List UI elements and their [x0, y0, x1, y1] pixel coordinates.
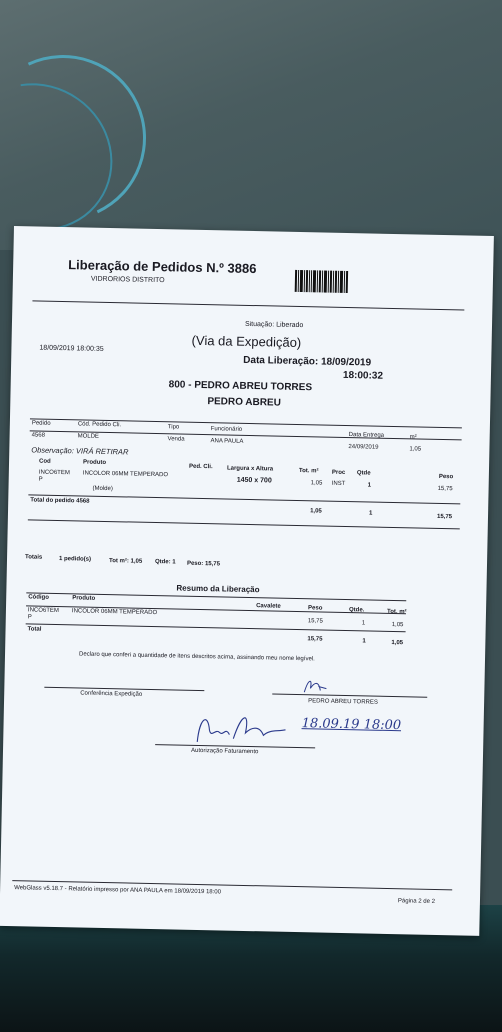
- col-pedido: Pedido: [31, 420, 51, 427]
- item-proc: INST: [331, 480, 346, 487]
- signature-line: [272, 694, 427, 698]
- totais-label: Totais: [25, 554, 43, 561]
- resumo-total-label: Total: [27, 626, 42, 633]
- totais-pedidos: 1 pedido(s): [58, 556, 92, 563]
- resumo-row-tot-m2: 1,05: [391, 621, 404, 629]
- order-data-entrega: 24/09/2019: [348, 444, 379, 451]
- resumo-row-qtde: 1: [361, 620, 366, 627]
- cliente-sub: PEDRO ABREU: [207, 396, 281, 409]
- order-funcionario: ANA PAULA: [210, 438, 244, 445]
- printed-at: 18/09/2019 18:00:35: [39, 344, 104, 353]
- observacao: Observação: VIRÁ RETIRAR: [31, 445, 129, 457]
- resumo-row-codigo: INCO6TEM: [27, 607, 60, 615]
- item-tot-m2: 1,05: [310, 480, 323, 487]
- resumo-total-qtde: 1: [362, 638, 366, 645]
- cliente-signature-label: PEDRO ABREU TORRES: [308, 698, 378, 706]
- conferencia-label: Conferência Expedição: [80, 690, 143, 698]
- resumo-total-peso: 15,75: [307, 636, 323, 643]
- resumo-row-peso: 15,75: [307, 618, 323, 625]
- resumo-col-codigo: Código: [28, 594, 49, 601]
- item-cod: INCO6TEM: [38, 469, 70, 477]
- item-col-produto: Produto: [82, 459, 107, 466]
- item-cod-suffix: P: [38, 476, 43, 483]
- col-funcionario: Funcionário: [210, 426, 243, 433]
- declaration-text: Declaro que conferi a quantidade de itens descritos acima, assinando meu nome legível.: [78, 651, 315, 663]
- item-dimensions: 1450 x 700: [236, 476, 272, 485]
- hora-liberacao: 18:00:32: [342, 369, 384, 382]
- barcode: [295, 270, 350, 298]
- order-total-peso: 15,75: [436, 513, 453, 521]
- resumo-col-qtde: Qtde.: [348, 607, 365, 614]
- resumo-row-produto: INCOLOR 06MM TEMPERADO: [71, 608, 158, 617]
- item-col-largura-altura: Largura x Altura: [226, 465, 274, 473]
- order-tipo: Venda: [167, 436, 185, 443]
- order-total-qtde: 1: [368, 510, 373, 517]
- situacao: Situação: Liberado: [244, 320, 304, 330]
- resumo-col-cavalete: Cavalete: [256, 603, 281, 610]
- divider: [28, 519, 460, 529]
- totais-qtde: Qtde: 1: [154, 559, 176, 566]
- handwritten-date: 18.09.19 18:00: [301, 716, 402, 734]
- divider: [28, 494, 460, 504]
- resumo-title: Resumo da Liberação: [176, 583, 260, 595]
- col-tipo: Tipo: [167, 424, 180, 431]
- cliente-name: 800 - PEDRO ABREU TORRES: [168, 379, 313, 394]
- divider: [26, 623, 406, 632]
- col-data-entrega: Data Entrega: [348, 432, 385, 439]
- authorization-signature-icon: [189, 708, 300, 750]
- order-m2: 1,05: [409, 446, 422, 453]
- item-qtde: 1: [367, 482, 372, 489]
- document-page: [0, 226, 494, 936]
- item-produto: INCOLOR 06MM TEMPERADO: [82, 470, 169, 479]
- item-col-peso: Peso: [438, 473, 454, 481]
- company-name: VIDRORIOS DISTRITO: [90, 275, 165, 285]
- order-cod-pedido: MOLDE: [77, 433, 100, 440]
- client-signature-icon: [300, 676, 330, 697]
- item-peso: 15,75: [437, 485, 453, 493]
- resumo-total-tot-m2: 1,05: [391, 639, 404, 647]
- item-col-tot-m2: Tot. m²: [298, 468, 319, 475]
- via-label: (Via da Expedição): [191, 332, 302, 351]
- item-col-cod: Cod: [39, 458, 51, 465]
- order-total-label: Total do pedido 4568: [30, 497, 90, 505]
- resumo-row-codigo-suffix: P: [27, 614, 32, 621]
- data-liberacao: Data Liberação: 18/09/2019: [243, 354, 372, 369]
- col-cod-pedido: Cód. Pedido Cli.: [77, 421, 122, 429]
- footer-right: Página 2 de 2: [397, 898, 436, 905]
- resumo-col-peso: Peso: [307, 605, 323, 612]
- item-molde: (Molde): [92, 485, 113, 493]
- resumo-col-produto: Produto: [72, 595, 96, 602]
- col-m2: m²: [409, 434, 417, 441]
- divider: [32, 300, 464, 310]
- totais-peso: Peso: 15,75: [186, 560, 221, 568]
- totais-m2: Tot m²: 1,05: [108, 558, 143, 565]
- footer-left: WebGlass v5.18.7 - Relatório impresso por ANA PAULA em 18/09/2019 18:00: [14, 885, 222, 896]
- order-total-m2: 1,05: [310, 508, 322, 515]
- document-title: Liberação de Pedidos N.º 3886: [68, 257, 257, 277]
- order-pedido: 4568: [31, 432, 46, 439]
- item-col-ped-cli: Ped. Cli.: [188, 463, 213, 471]
- item-col-qtde: Qtde: [356, 470, 371, 477]
- item-col-proc: Proc: [331, 469, 346, 476]
- resumo-col-tot-m2: Tot. m²: [386, 608, 407, 616]
- autorizacao-label: Autorização Faturamento: [190, 747, 259, 756]
